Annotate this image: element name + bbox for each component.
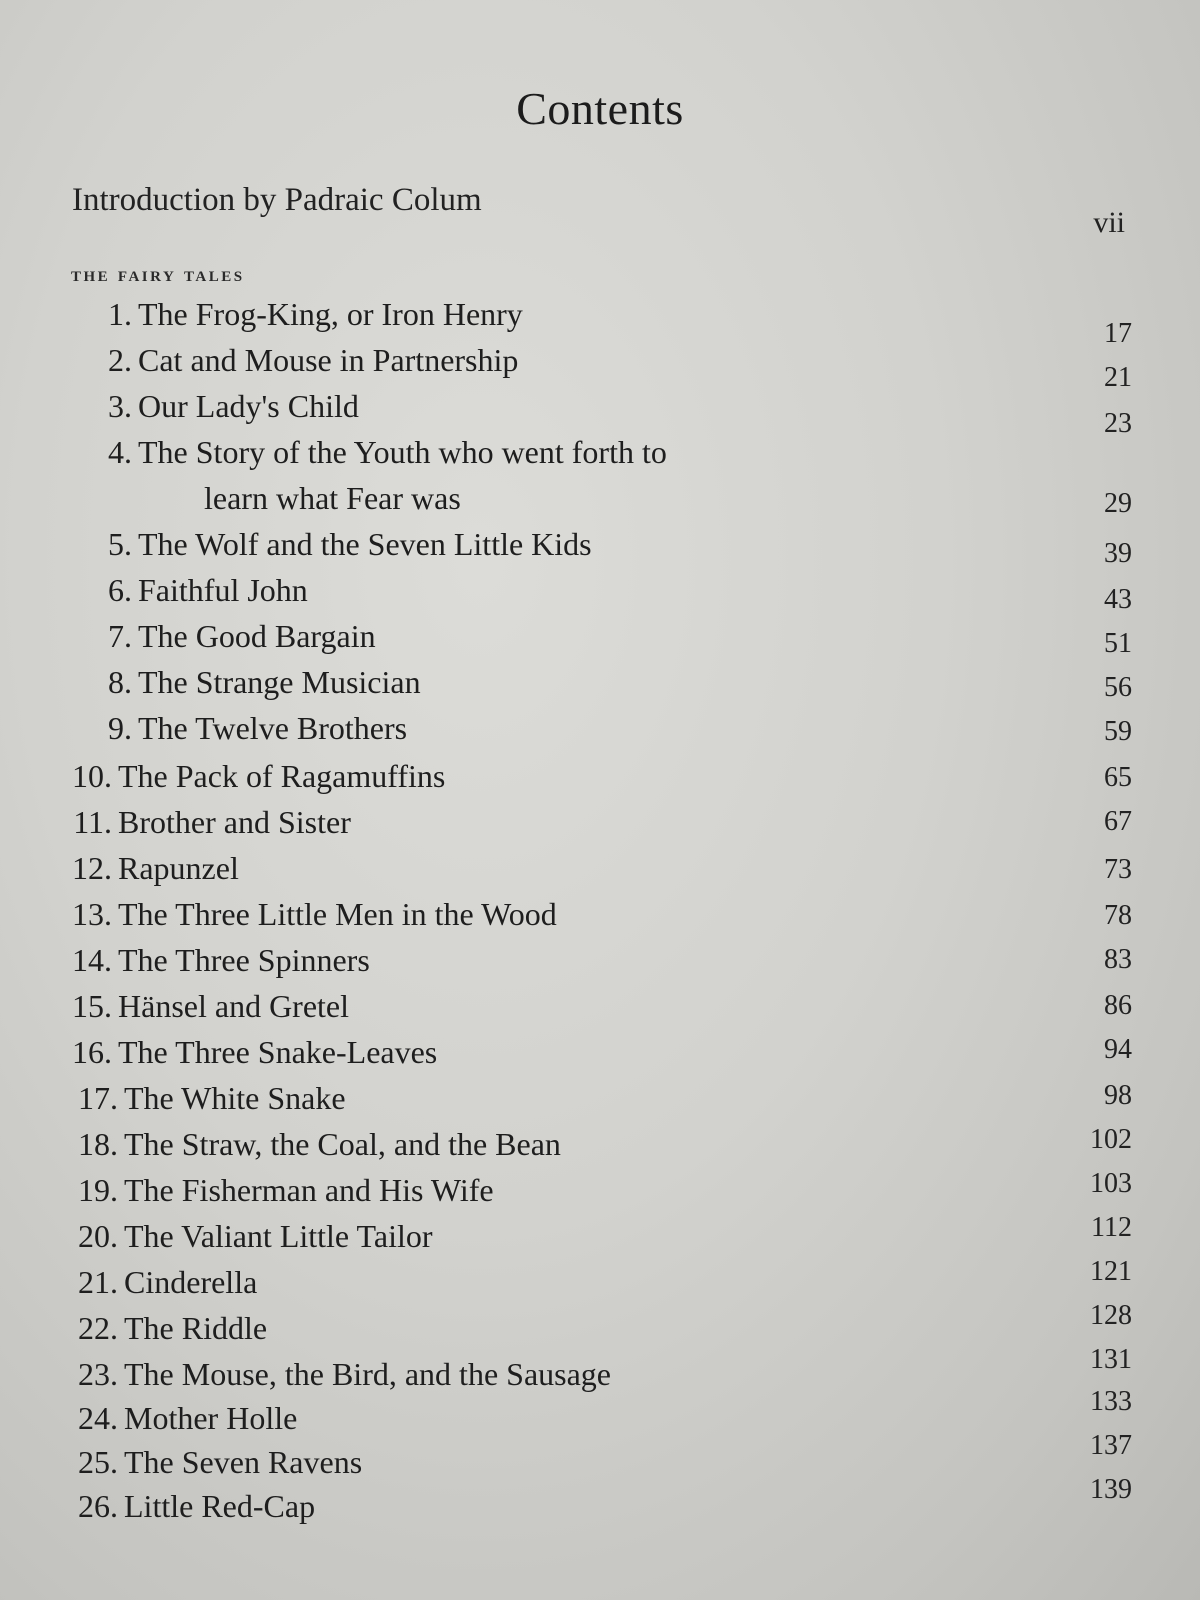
entry-page-number: 67 [1104, 806, 1132, 837]
contents-entry [68, 1444, 362, 1481]
contents-entry [68, 1218, 433, 1255]
entry-number: 22. [78, 1310, 118, 1346]
entry-title: Cinderella [124, 1264, 258, 1300]
entry-title: The Strange Musician [138, 664, 421, 700]
entry-page-number: 94 [1104, 1034, 1132, 1065]
entry-title: Brother and Sister [118, 804, 351, 840]
entry-number: 12. [72, 850, 112, 886]
entry-title: The Fisherman and His Wife [124, 1172, 494, 1208]
contents-entry [82, 664, 421, 701]
entry-page-number: 78 [1104, 900, 1132, 931]
entry-title: The Riddle [124, 1310, 268, 1346]
section-heading: the fairy tales [71, 262, 245, 286]
entry-number: 18. [78, 1126, 118, 1162]
entry-title: Mother Holle [124, 1400, 298, 1436]
entry-page-number: 86 [1104, 990, 1132, 1021]
page-title: Contents [516, 83, 684, 134]
contents-entry [82, 434, 667, 471]
entry-number: 24. [78, 1400, 118, 1436]
entry-page-number: 112 [1091, 1212, 1132, 1243]
entry-number: 8. [108, 664, 132, 700]
entry-title: The Twelve Brothers [138, 710, 408, 746]
entry-title: The Frog-King, or Iron Henry [138, 296, 523, 332]
contents-entry [68, 1172, 494, 1209]
contents-entry [68, 1356, 611, 1393]
entry-title: The Straw, the Coal, and the Bean [124, 1126, 561, 1162]
entry-page-number: 56 [1104, 672, 1132, 703]
entry-title: The White Snake [124, 1080, 346, 1116]
contents-entry [62, 804, 351, 841]
entry-number: 1. [108, 296, 132, 332]
entry-title: The Valiant Little Tailor [124, 1218, 433, 1254]
entry-number: 25. [78, 1444, 118, 1480]
contents-entry [82, 342, 518, 379]
entry-page-number: 137 [1090, 1430, 1132, 1461]
entry-number: 15. [72, 988, 112, 1024]
contents-entry [68, 1488, 315, 1525]
entry-number: 3. [108, 388, 132, 424]
entry-page-number: 83 [1104, 944, 1132, 975]
entry-number: 2. [108, 342, 132, 378]
entry-page-number: 139 [1090, 1474, 1132, 1505]
contents-entry [82, 388, 359, 425]
contents-entry [62, 896, 557, 933]
entry-number: 17. [78, 1080, 118, 1116]
contents-entry [82, 572, 308, 609]
entry-title: Rapunzel [118, 850, 239, 886]
contents-entry [68, 1310, 267, 1347]
entry-page-number: 98 [1104, 1080, 1132, 1111]
entry-page-number: 17 [1104, 318, 1132, 349]
entry-number: 20. [78, 1218, 118, 1254]
contents-entry [62, 850, 239, 887]
entry-page-number: 131 [1090, 1344, 1132, 1375]
entry-page-number: 23 [1104, 408, 1132, 439]
contents-entry [62, 942, 370, 979]
entry-page-number: 59 [1104, 716, 1132, 747]
entry-number: 4. [108, 434, 132, 470]
entry-page-number: 73 [1104, 854, 1132, 885]
entry-number: 23. [78, 1356, 118, 1392]
entry-page-number: 39 [1104, 538, 1132, 569]
entry-number: 9. [108, 710, 132, 746]
entry-page-number: 133 [1090, 1386, 1132, 1417]
entry-number: 26. [78, 1488, 118, 1524]
contents-entry [68, 1080, 346, 1117]
contents-entry [82, 710, 407, 747]
entry-title: Hänsel and Gretel [118, 988, 350, 1024]
entry-title: The Three Little Men in the Wood [118, 896, 557, 932]
entry-number: 7. [108, 618, 132, 654]
entry-title: The Pack of Ragamuffins [118, 758, 446, 794]
entry-title: Our Lady's Child [138, 388, 359, 424]
entry-title: The Good Bargain [138, 618, 376, 654]
entry-number: 5. [108, 526, 132, 562]
entry-number: 21. [78, 1264, 118, 1300]
contents-entry [68, 1126, 561, 1163]
contents-entry [68, 1264, 257, 1301]
entry-number: 6. [108, 572, 132, 608]
entry-page-number: 43 [1104, 584, 1132, 615]
entry-page-number: 65 [1104, 762, 1132, 793]
entry-title: The Three Snake-Leaves [118, 1034, 438, 1070]
contents-entry [62, 758, 445, 795]
entry-number: 13. [72, 896, 112, 932]
entry-title: Cat and Mouse in Partnership [138, 342, 519, 378]
entry-page-number: 29 [1104, 488, 1132, 519]
entry-title: The Seven Ravens [124, 1444, 363, 1480]
entry-title: Faithful John [138, 572, 308, 608]
entry-page-number: 121 [1090, 1256, 1132, 1287]
introduction-page-number: vii [1093, 206, 1125, 239]
entry-title-continuation: learn what Fear was [204, 480, 461, 516]
introduction-entry: Introduction by Padraic Colum [72, 182, 482, 218]
entry-title: Little Red-Cap [124, 1488, 316, 1524]
entry-title: The Mouse, the Bird, and the Sausage [124, 1356, 611, 1392]
entry-page-number: 103 [1090, 1168, 1132, 1199]
entry-page-number: 21 [1104, 362, 1132, 393]
contents-entry [62, 988, 349, 1025]
entry-page-number: 102 [1090, 1124, 1132, 1155]
entry-title: The Wolf and the Seven Little Kids [138, 526, 592, 562]
entry-number: 10. [72, 758, 112, 794]
entry-title: The Three Spinners [118, 942, 370, 978]
entry-page-number: 51 [1104, 628, 1132, 659]
contents-entry [82, 296, 523, 333]
entry-title: The Story of the Youth who went forth to [138, 434, 667, 470]
entry-number: 19. [78, 1172, 118, 1208]
contents-entry [62, 1034, 437, 1071]
contents-entry [82, 526, 592, 563]
entry-number: 11. [73, 804, 112, 840]
entry-page-number: 128 [1090, 1300, 1132, 1331]
entry-number: 16. [72, 1034, 112, 1070]
contents-entry [68, 1400, 297, 1437]
entry-number: 14. [72, 942, 112, 978]
contents-entry [82, 618, 376, 655]
